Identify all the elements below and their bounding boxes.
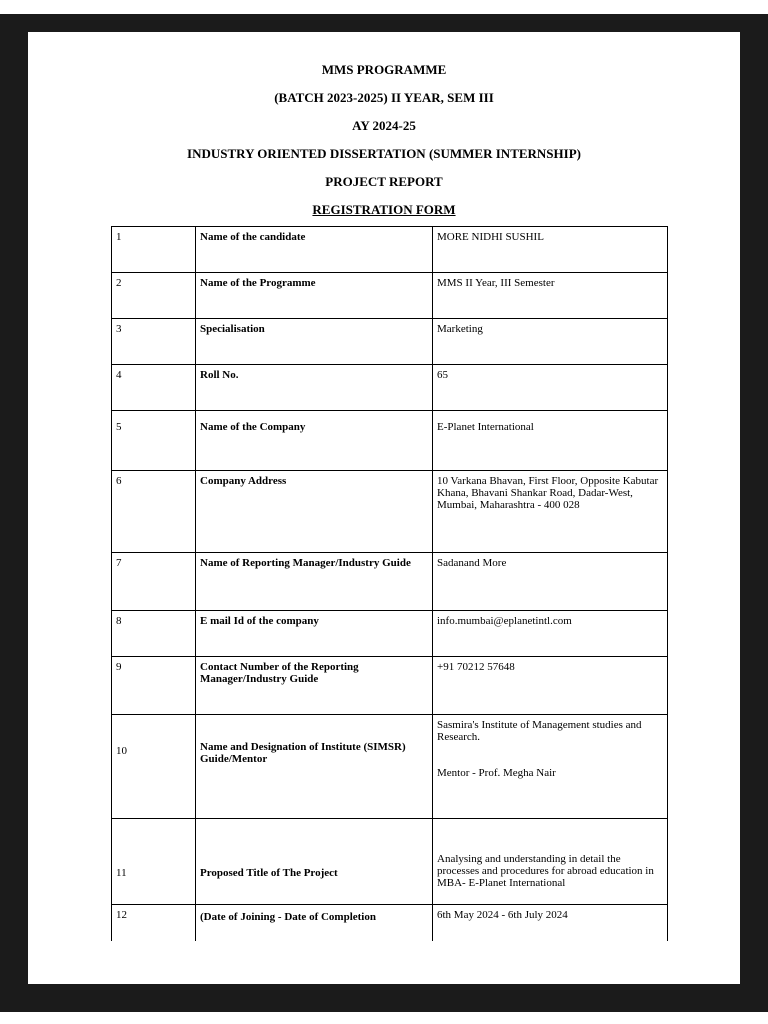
row-number: 1	[112, 227, 196, 273]
programme-heading: MMS PROGRAMME	[321, 62, 447, 77]
field-value: 10 Varkana Bhavan, First Floor, Opposite Kabutar Khana, Bhavani Shankar Road, Dadar-West, Mumbai, Maharashtra - 400 028	[433, 471, 668, 553]
table-row	[112, 819, 668, 905]
field-value: 65	[433, 365, 668, 411]
institute-name: Sasmira's Institute of Management studies and Research.	[437, 719, 642, 743]
document-page	[28, 32, 740, 984]
field-label: Contact Number of the Reporting Manager/Industry Guide	[196, 657, 433, 715]
table-row	[112, 905, 668, 941]
field-label: E mail Id of the company	[196, 611, 433, 657]
table-row	[112, 365, 668, 411]
row-number: 8	[112, 611, 196, 657]
project-report-heading: PROJECT REPORT	[325, 174, 443, 189]
field-value: Sadanand More	[433, 553, 668, 611]
row-number: 4	[112, 365, 196, 411]
row-number: 7	[112, 553, 196, 611]
field-label: Proposed Title of The Project	[196, 819, 433, 905]
dissertation-heading: INDUSTRY ORIENTED DISSERTATION (SUMMER INTERNSHIP)	[187, 146, 581, 161]
table-row	[112, 471, 668, 553]
table-row	[112, 273, 668, 319]
mentor-name: Mentor - Prof. Megha Nair	[437, 767, 556, 779]
field-value: +91 70212 57648	[433, 657, 668, 715]
row-number: 10	[112, 715, 196, 819]
academic-year-heading: AY 2024-25	[352, 118, 416, 133]
field-value: info.mumbai@eplanetintl.com	[433, 611, 668, 657]
field-label: Specialisation	[196, 319, 433, 365]
field-label: Name of the Company	[196, 411, 433, 471]
row-number: 2	[112, 273, 196, 319]
registration-form-heading: REGISTRATION FORM	[312, 202, 456, 217]
field-label: Name of Reporting Manager/Industry Guide	[196, 553, 433, 611]
field-value: Marketing	[433, 319, 668, 365]
row-number: 11	[112, 819, 196, 905]
row-number: 12	[112, 905, 196, 941]
field-label: (Date of Joining - Date of Completion	[196, 905, 433, 941]
row-number: 6	[112, 471, 196, 553]
field-label: Name of the Programme	[196, 273, 433, 319]
table-row	[112, 715, 668, 819]
registration-table	[111, 226, 668, 941]
batch-heading: (BATCH 2023-2025) II YEAR, SEM III	[274, 90, 494, 105]
field-value: Analysing and understanding in detail the processes and procedures for abroad education in MBA- E-Planet International	[433, 819, 668, 905]
field-label: Roll No.	[196, 365, 433, 411]
row-number: 3	[112, 319, 196, 365]
field-value: MORE NIDHI SUSHIL	[433, 227, 668, 273]
row-number: 5	[112, 411, 196, 471]
row-number: 9	[112, 657, 196, 715]
field-value-cell	[433, 715, 668, 819]
table-row	[112, 227, 668, 273]
field-label: Company Address	[196, 471, 433, 553]
field-label: Name of the candidate	[196, 227, 433, 273]
field-value: MMS II Year, III Semester	[433, 273, 668, 319]
table-row	[112, 553, 668, 611]
table-row	[112, 657, 668, 715]
table-row	[112, 319, 668, 365]
field-label: Name and Designation of Institute (SIMSR) Guide/Mentor	[196, 715, 433, 819]
field-value: 6th May 2024 - 6th July 2024	[433, 905, 668, 941]
field-value: E-Planet International	[433, 411, 668, 471]
table-row	[112, 411, 668, 471]
table-row	[112, 611, 668, 657]
